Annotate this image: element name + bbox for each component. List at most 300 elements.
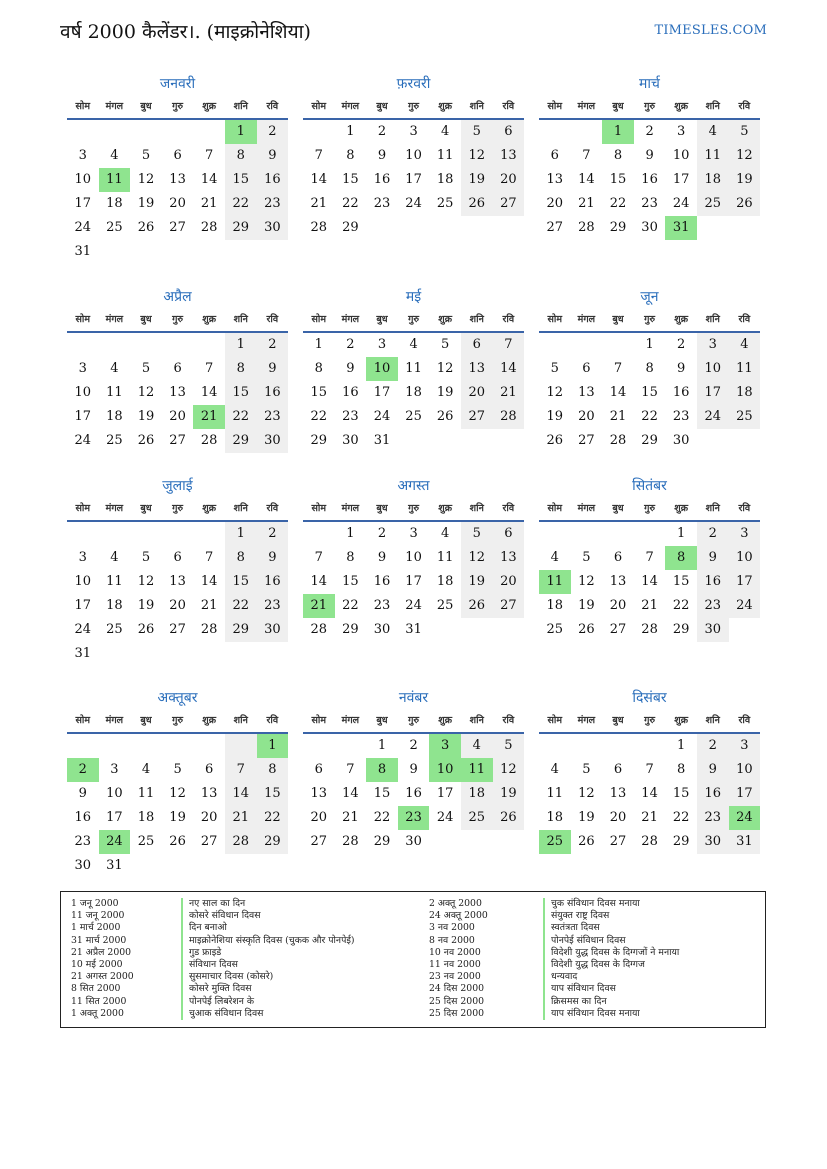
day-cell[interactable]: 22 <box>373 810 391 825</box>
day-cell[interactable]: 21 <box>193 405 225 429</box>
day-cell[interactable]: 12 <box>729 144 761 168</box>
day-cell[interactable]: 24 <box>74 622 92 637</box>
day-cell[interactable]: 14 <box>641 786 658 801</box>
day-cell[interactable]: 15 <box>225 570 257 594</box>
day-cell[interactable]: 20 <box>493 168 525 192</box>
day-cell[interactable]: 21 <box>200 196 218 211</box>
day-cell[interactable]: 26 <box>578 622 595 637</box>
day-cell[interactable]: 3 <box>409 124 418 139</box>
day-cell[interactable]: 21 <box>578 196 595 211</box>
day-cell[interactable]: 13 <box>169 172 186 187</box>
day-cell[interactable]: 16 <box>257 168 289 192</box>
day-cell[interactable]: 29 <box>373 834 391 849</box>
day-cell[interactable]: 10 <box>429 758 461 782</box>
day-cell[interactable]: 19 <box>546 409 564 424</box>
day-cell[interactable]: 26 <box>729 192 761 216</box>
day-cell[interactable]: 6 <box>613 762 623 777</box>
day-cell[interactable]: 6 <box>550 148 559 163</box>
day-cell[interactable]: 18 <box>546 598 564 613</box>
day-cell[interactable]: 16 <box>342 385 359 400</box>
day-cell[interactable]: 6 <box>493 120 525 144</box>
day-cell[interactable]: 9 <box>257 546 289 570</box>
day-cell[interactable]: 12 <box>137 172 155 187</box>
day-cell[interactable]: 19 <box>729 168 761 192</box>
day-cell[interactable]: 4 <box>729 333 761 357</box>
day-cell[interactable]: 29 <box>672 834 690 849</box>
day-cell[interactable]: 28 <box>609 433 627 448</box>
day-cell[interactable]: 13 <box>493 546 525 570</box>
day-cell[interactable]: 25 <box>539 830 571 854</box>
day-cell[interactable]: 14 <box>342 786 359 801</box>
day-cell[interactable]: 18 <box>137 810 155 825</box>
day-cell[interactable]: 9 <box>78 786 87 801</box>
day-cell[interactable]: 6 <box>314 762 323 777</box>
day-cell[interactable]: 10 <box>405 148 422 163</box>
day-cell[interactable]: 10 <box>405 550 422 565</box>
day-cell[interactable]: 16 <box>697 570 729 594</box>
day-cell[interactable]: 29 <box>609 220 627 235</box>
day-cell[interactable]: 12 <box>461 546 493 570</box>
day-cell[interactable]: 2 <box>257 333 289 357</box>
day-cell[interactable]: 20 <box>169 598 186 613</box>
day-cell[interactable]: 3 <box>78 550 87 565</box>
day-cell[interactable]: 18 <box>729 381 761 405</box>
day-cell[interactable]: 29 <box>342 622 359 637</box>
day-cell[interactable]: 24 <box>672 196 690 211</box>
day-cell[interactable]: 1 <box>377 738 387 753</box>
day-cell[interactable]: 7 <box>205 361 214 376</box>
day-cell[interactable]: 2 <box>377 124 387 139</box>
day-cell[interactable]: 6 <box>173 148 182 163</box>
day-cell[interactable]: 18 <box>461 782 493 806</box>
day-cell[interactable]: 19 <box>578 598 595 613</box>
day-cell[interactable]: 3 <box>377 337 387 352</box>
day-cell[interactable]: 8 <box>225 144 257 168</box>
day-cell[interactable]: 20 <box>609 810 627 825</box>
day-cell[interactable]: 31 <box>74 244 92 259</box>
day-cell[interactable]: 23 <box>697 594 729 618</box>
day-cell[interactable]: 17 <box>405 574 422 589</box>
day-cell[interactable]: 1 <box>314 337 323 352</box>
day-cell[interactable]: 30 <box>641 220 658 235</box>
day-cell[interactable]: 22 <box>257 806 289 830</box>
day-cell[interactable]: 31 <box>74 646 92 661</box>
day-cell[interactable]: 28 <box>641 834 658 849</box>
day-cell[interactable]: 3 <box>78 148 87 163</box>
day-cell[interactable]: 17 <box>74 196 92 211</box>
day-cell[interactable]: 18 <box>106 196 123 211</box>
day-cell[interactable]: 9 <box>377 550 387 565</box>
day-cell[interactable]: 13 <box>310 786 328 801</box>
day-cell[interactable]: 22 <box>672 598 690 613</box>
day-cell[interactable]: 23 <box>373 598 391 613</box>
day-cell[interactable]: 17 <box>405 172 422 187</box>
day-cell[interactable]: 17 <box>672 172 690 187</box>
day-cell[interactable]: 17 <box>373 385 391 400</box>
day-cell[interactable]: 21 <box>310 196 328 211</box>
day-cell[interactable]: 22 <box>225 594 257 618</box>
day-cell[interactable]: 3 <box>409 526 418 541</box>
day-cell[interactable]: 7 <box>613 361 623 376</box>
day-cell[interactable]: 4 <box>550 550 559 565</box>
day-cell[interactable]: 14 <box>200 574 218 589</box>
day-cell[interactable]: 31 <box>729 830 761 854</box>
day-cell[interactable]: 19 <box>461 168 493 192</box>
day-cell[interactable]: 9 <box>257 144 289 168</box>
day-cell[interactable]: 10 <box>729 758 761 782</box>
day-cell[interactable]: 18 <box>436 172 454 187</box>
day-cell[interactable]: 8 <box>665 546 697 570</box>
day-cell[interactable]: 28 <box>200 433 218 448</box>
day-cell[interactable]: 30 <box>74 858 92 873</box>
day-cell[interactable]: 16 <box>74 810 92 825</box>
day-cell[interactable]: 23 <box>672 409 690 424</box>
day-cell[interactable]: 26 <box>137 622 155 637</box>
day-cell[interactable]: 20 <box>493 570 525 594</box>
day-cell[interactable]: 9 <box>697 546 729 570</box>
day-cell[interactable]: 6 <box>613 550 623 565</box>
day-cell[interactable]: 5 <box>550 361 559 376</box>
day-cell[interactable]: 5 <box>141 550 151 565</box>
day-cell[interactable]: 20 <box>578 409 595 424</box>
day-cell[interactable]: 19 <box>578 810 595 825</box>
day-cell[interactable]: 11 <box>436 148 454 163</box>
day-cell[interactable]: 19 <box>137 409 155 424</box>
day-cell[interactable]: 1 <box>346 526 355 541</box>
day-cell[interactable]: 29 <box>257 830 289 854</box>
day-cell[interactable]: 21 <box>225 806 257 830</box>
day-cell[interactable]: 6 <box>493 522 525 546</box>
day-cell[interactable]: 30 <box>373 622 391 637</box>
day-cell[interactable]: 4 <box>697 120 729 144</box>
day-cell[interactable]: 19 <box>461 570 493 594</box>
day-cell[interactable]: 5 <box>141 361 151 376</box>
day-cell[interactable]: 11 <box>729 357 761 381</box>
day-cell[interactable]: 15 <box>672 574 690 589</box>
day-cell[interactable]: 11 <box>99 168 131 192</box>
day-cell[interactable]: 11 <box>539 570 571 594</box>
day-cell[interactable]: 10 <box>366 357 398 381</box>
day-cell[interactable]: 24 <box>729 806 761 830</box>
day-cell[interactable]: 30 <box>697 830 729 854</box>
day-cell[interactable]: 19 <box>436 385 454 400</box>
day-cell[interactable]: 11 <box>405 361 422 376</box>
day-cell[interactable]: 30 <box>342 433 359 448</box>
day-cell[interactable]: 1 <box>677 526 686 541</box>
day-cell[interactable]: 17 <box>106 810 123 825</box>
day-cell[interactable]: 7 <box>205 148 214 163</box>
day-cell[interactable]: 21 <box>493 381 525 405</box>
day-cell[interactable]: 26 <box>493 806 525 830</box>
day-cell[interactable]: 13 <box>169 574 186 589</box>
day-cell[interactable]: 11 <box>697 144 729 168</box>
day-cell[interactable]: 15 <box>225 168 257 192</box>
day-cell[interactable]: 12 <box>493 758 525 782</box>
day-cell[interactable]: 8 <box>346 550 355 565</box>
day-cell[interactable]: 8 <box>225 357 257 381</box>
day-cell[interactable]: 14 <box>609 385 627 400</box>
day-cell[interactable]: 14 <box>200 172 218 187</box>
day-cell[interactable]: 26 <box>546 433 564 448</box>
day-cell[interactable]: 23 <box>257 405 289 429</box>
day-cell[interactable]: 2 <box>677 337 686 352</box>
day-cell[interactable]: 14 <box>310 172 328 187</box>
day-cell[interactable]: 22 <box>672 810 690 825</box>
day-cell[interactable]: 26 <box>137 220 155 235</box>
day-cell[interactable]: 31 <box>405 622 422 637</box>
day-cell[interactable]: 21 <box>641 598 658 613</box>
day-cell[interactable]: 26 <box>578 834 595 849</box>
day-cell[interactable]: 4 <box>550 762 559 777</box>
day-cell[interactable]: 12 <box>169 786 186 801</box>
day-cell[interactable]: 15 <box>310 385 328 400</box>
day-cell[interactable]: 5 <box>729 120 761 144</box>
day-cell[interactable]: 6 <box>582 361 591 376</box>
day-cell[interactable]: 3 <box>78 361 87 376</box>
day-cell[interactable]: 26 <box>436 409 454 424</box>
day-cell[interactable]: 4 <box>141 762 151 777</box>
day-cell[interactable]: 17 <box>74 409 92 424</box>
day-cell[interactable]: 12 <box>137 574 155 589</box>
day-cell[interactable]: 28 <box>200 622 218 637</box>
day-cell[interactable]: 20 <box>546 196 564 211</box>
day-cell[interactable]: 21 <box>200 598 218 613</box>
day-cell[interactable]: 4 <box>461 734 493 758</box>
day-cell[interactable]: 17 <box>74 598 92 613</box>
day-cell[interactable]: 7 <box>645 762 654 777</box>
day-cell[interactable]: 17 <box>697 381 729 405</box>
day-cell[interactable]: 6 <box>205 762 214 777</box>
day-cell[interactable]: 11 <box>436 550 454 565</box>
day-cell[interactable]: 23 <box>257 594 289 618</box>
day-cell[interactable]: 6 <box>173 361 182 376</box>
day-cell[interactable]: 16 <box>405 786 422 801</box>
day-cell[interactable]: 3 <box>429 734 461 758</box>
day-cell[interactable]: 19 <box>169 810 186 825</box>
day-cell[interactable]: 7 <box>314 148 323 163</box>
day-cell[interactable]: 23 <box>74 834 92 849</box>
day-cell[interactable]: 8 <box>613 148 623 163</box>
day-cell[interactable]: 23 <box>373 196 391 211</box>
day-cell[interactable]: 21 <box>609 409 627 424</box>
day-cell[interactable]: 31 <box>373 433 391 448</box>
day-cell[interactable]: 13 <box>578 385 595 400</box>
day-cell[interactable]: 28 <box>578 220 595 235</box>
day-cell[interactable]: 2 <box>346 337 355 352</box>
day-cell[interactable]: 25 <box>106 433 123 448</box>
day-cell[interactable]: 24 <box>74 433 92 448</box>
day-cell[interactable]: 15 <box>609 172 627 187</box>
day-cell[interactable]: 4 <box>441 526 450 541</box>
day-cell[interactable]: 1 <box>225 333 257 357</box>
day-cell[interactable]: 12 <box>461 144 493 168</box>
day-cell[interactable]: 27 <box>310 834 328 849</box>
day-cell[interactable]: 5 <box>441 337 450 352</box>
day-cell[interactable]: 5 <box>582 550 591 565</box>
day-cell[interactable]: 30 <box>672 433 690 448</box>
day-cell[interactable]: 17 <box>729 570 761 594</box>
day-cell[interactable]: 29 <box>342 220 359 235</box>
day-cell[interactable]: 28 <box>200 220 218 235</box>
day-cell[interactable]: 9 <box>346 361 355 376</box>
day-cell[interactable]: 21 <box>303 594 335 618</box>
day-cell[interactable]: 25 <box>106 622 123 637</box>
day-cell[interactable]: 19 <box>137 598 155 613</box>
day-cell[interactable]: 13 <box>169 385 186 400</box>
day-cell[interactable]: 20 <box>310 810 328 825</box>
day-cell[interactable]: 18 <box>405 385 422 400</box>
day-cell[interactable]: 16 <box>373 172 391 187</box>
day-cell[interactable]: 25 <box>729 405 761 429</box>
day-cell[interactable]: 14 <box>200 385 218 400</box>
day-cell[interactable]: 15 <box>641 385 658 400</box>
day-cell[interactable]: 15 <box>225 381 257 405</box>
day-cell[interactable]: 25 <box>436 196 454 211</box>
day-cell[interactable]: 15 <box>342 574 359 589</box>
day-cell[interactable]: 20 <box>200 810 218 825</box>
day-cell[interactable]: 13 <box>461 357 493 381</box>
day-cell[interactable]: 24 <box>729 594 761 618</box>
day-cell[interactable]: 13 <box>609 786 627 801</box>
day-cell[interactable]: 28 <box>310 622 328 637</box>
day-cell[interactable]: 24 <box>99 830 131 854</box>
day-cell[interactable]: 20 <box>461 381 493 405</box>
day-cell[interactable]: 28 <box>342 834 359 849</box>
day-cell[interactable]: 15 <box>257 782 289 806</box>
day-cell[interactable]: 14 <box>493 357 525 381</box>
day-cell[interactable]: 7 <box>582 148 591 163</box>
day-cell[interactable]: 30 <box>697 618 729 642</box>
day-cell[interactable]: 23 <box>641 196 658 211</box>
day-cell[interactable]: 24 <box>373 409 391 424</box>
day-cell[interactable]: 27 <box>546 220 564 235</box>
day-cell[interactable]: 22 <box>641 409 658 424</box>
day-cell[interactable]: 27 <box>169 433 186 448</box>
day-cell[interactable]: 12 <box>578 786 595 801</box>
day-cell[interactable]: 7 <box>314 550 323 565</box>
day-cell[interactable]: 27 <box>609 834 627 849</box>
day-cell[interactable]: 31 <box>106 858 123 873</box>
day-cell[interactable]: 23 <box>342 409 359 424</box>
day-cell[interactable]: 22 <box>310 409 328 424</box>
day-cell[interactable]: 8 <box>677 762 686 777</box>
day-cell[interactable]: 23 <box>398 806 430 830</box>
day-cell[interactable]: 27 <box>200 834 218 849</box>
day-cell[interactable]: 10 <box>74 172 92 187</box>
day-cell[interactable]: 16 <box>672 385 690 400</box>
day-cell[interactable]: 9 <box>257 357 289 381</box>
day-cell[interactable]: 2 <box>645 124 654 139</box>
day-cell[interactable]: 1 <box>225 120 257 144</box>
day-cell[interactable]: 15 <box>672 786 690 801</box>
day-cell[interactable]: 6 <box>173 550 182 565</box>
day-cell[interactable]: 1 <box>346 124 355 139</box>
day-cell[interactable]: 31 <box>665 216 697 240</box>
day-cell[interactable]: 17 <box>436 786 454 801</box>
day-cell[interactable]: 16 <box>641 172 658 187</box>
day-cell[interactable]: 29 <box>310 433 328 448</box>
day-cell[interactable]: 27 <box>609 622 627 637</box>
day-cell[interactable]: 28 <box>493 405 525 429</box>
day-cell[interactable]: 30 <box>257 618 289 642</box>
day-cell[interactable]: 10 <box>697 357 729 381</box>
day-cell[interactable]: 3 <box>729 522 761 546</box>
day-cell[interactable]: 15 <box>373 786 391 801</box>
day-cell[interactable]: 10 <box>74 385 92 400</box>
day-cell[interactable]: 12 <box>137 385 155 400</box>
day-cell[interactable]: 8 <box>314 361 323 376</box>
day-cell[interactable]: 5 <box>582 762 591 777</box>
day-cell[interactable]: 5 <box>173 762 182 777</box>
day-cell[interactable]: 5 <box>141 148 151 163</box>
day-cell[interactable]: 18 <box>546 810 564 825</box>
day-cell[interactable]: 8 <box>225 546 257 570</box>
day-cell[interactable]: 24 <box>697 405 729 429</box>
day-cell[interactable]: 26 <box>461 594 493 618</box>
day-cell[interactable]: 21 <box>342 810 359 825</box>
day-cell[interactable]: 7 <box>205 550 214 565</box>
day-cell[interactable]: 10 <box>74 574 92 589</box>
day-cell[interactable]: 25 <box>106 220 123 235</box>
day-cell[interactable]: 20 <box>169 409 186 424</box>
day-cell[interactable]: 22 <box>609 196 627 211</box>
day-cell[interactable]: 24 <box>436 810 454 825</box>
day-cell[interactable]: 25 <box>461 806 493 830</box>
day-cell[interactable]: 1 <box>257 734 289 758</box>
day-cell[interactable]: 5 <box>461 120 493 144</box>
day-cell[interactable]: 2 <box>697 734 729 758</box>
day-cell[interactable]: 3 <box>697 333 729 357</box>
day-cell[interactable]: 1 <box>677 738 686 753</box>
day-cell[interactable]: 12 <box>436 361 454 376</box>
day-cell[interactable]: 27 <box>493 594 525 618</box>
day-cell[interactable]: 16 <box>373 574 391 589</box>
day-cell[interactable]: 17 <box>729 782 761 806</box>
day-cell[interactable]: 18 <box>697 168 729 192</box>
day-cell[interactable]: 9 <box>409 762 418 777</box>
day-cell[interactable]: 4 <box>441 124 450 139</box>
day-cell[interactable]: 28 <box>310 220 328 235</box>
day-cell[interactable]: 12 <box>578 574 595 589</box>
day-cell[interactable]: 7 <box>645 550 654 565</box>
day-cell[interactable]: 20 <box>609 598 627 613</box>
day-cell[interactable]: 18 <box>106 598 123 613</box>
day-cell[interactable]: 13 <box>493 144 525 168</box>
day-cell[interactable]: 20 <box>169 196 186 211</box>
day-cell[interactable]: 2 <box>67 758 99 782</box>
day-cell[interactable]: 25 <box>697 192 729 216</box>
day-cell[interactable]: 23 <box>697 806 729 830</box>
day-cell[interactable]: 10 <box>672 148 690 163</box>
day-cell[interactable]: 27 <box>461 405 493 429</box>
day-cell[interactable]: 22 <box>225 192 257 216</box>
day-cell[interactable]: 24 <box>405 598 422 613</box>
day-cell[interactable]: 7 <box>225 758 257 782</box>
day-cell[interactable]: 30 <box>257 429 289 453</box>
day-cell[interactable]: 30 <box>257 216 289 240</box>
day-cell[interactable]: 10 <box>106 786 123 801</box>
day-cell[interactable]: 4 <box>110 550 119 565</box>
day-cell[interactable]: 11 <box>106 574 123 589</box>
day-cell[interactable]: 25 <box>137 834 155 849</box>
day-cell[interactable]: 15 <box>342 172 359 187</box>
day-cell[interactable]: 8 <box>645 361 654 376</box>
day-cell[interactable]: 24 <box>405 196 422 211</box>
day-cell[interactable]: 19 <box>137 196 155 211</box>
day-cell[interactable]: 22 <box>342 196 359 211</box>
day-cell[interactable]: 8 <box>346 148 355 163</box>
day-cell[interactable]: 5 <box>461 522 493 546</box>
